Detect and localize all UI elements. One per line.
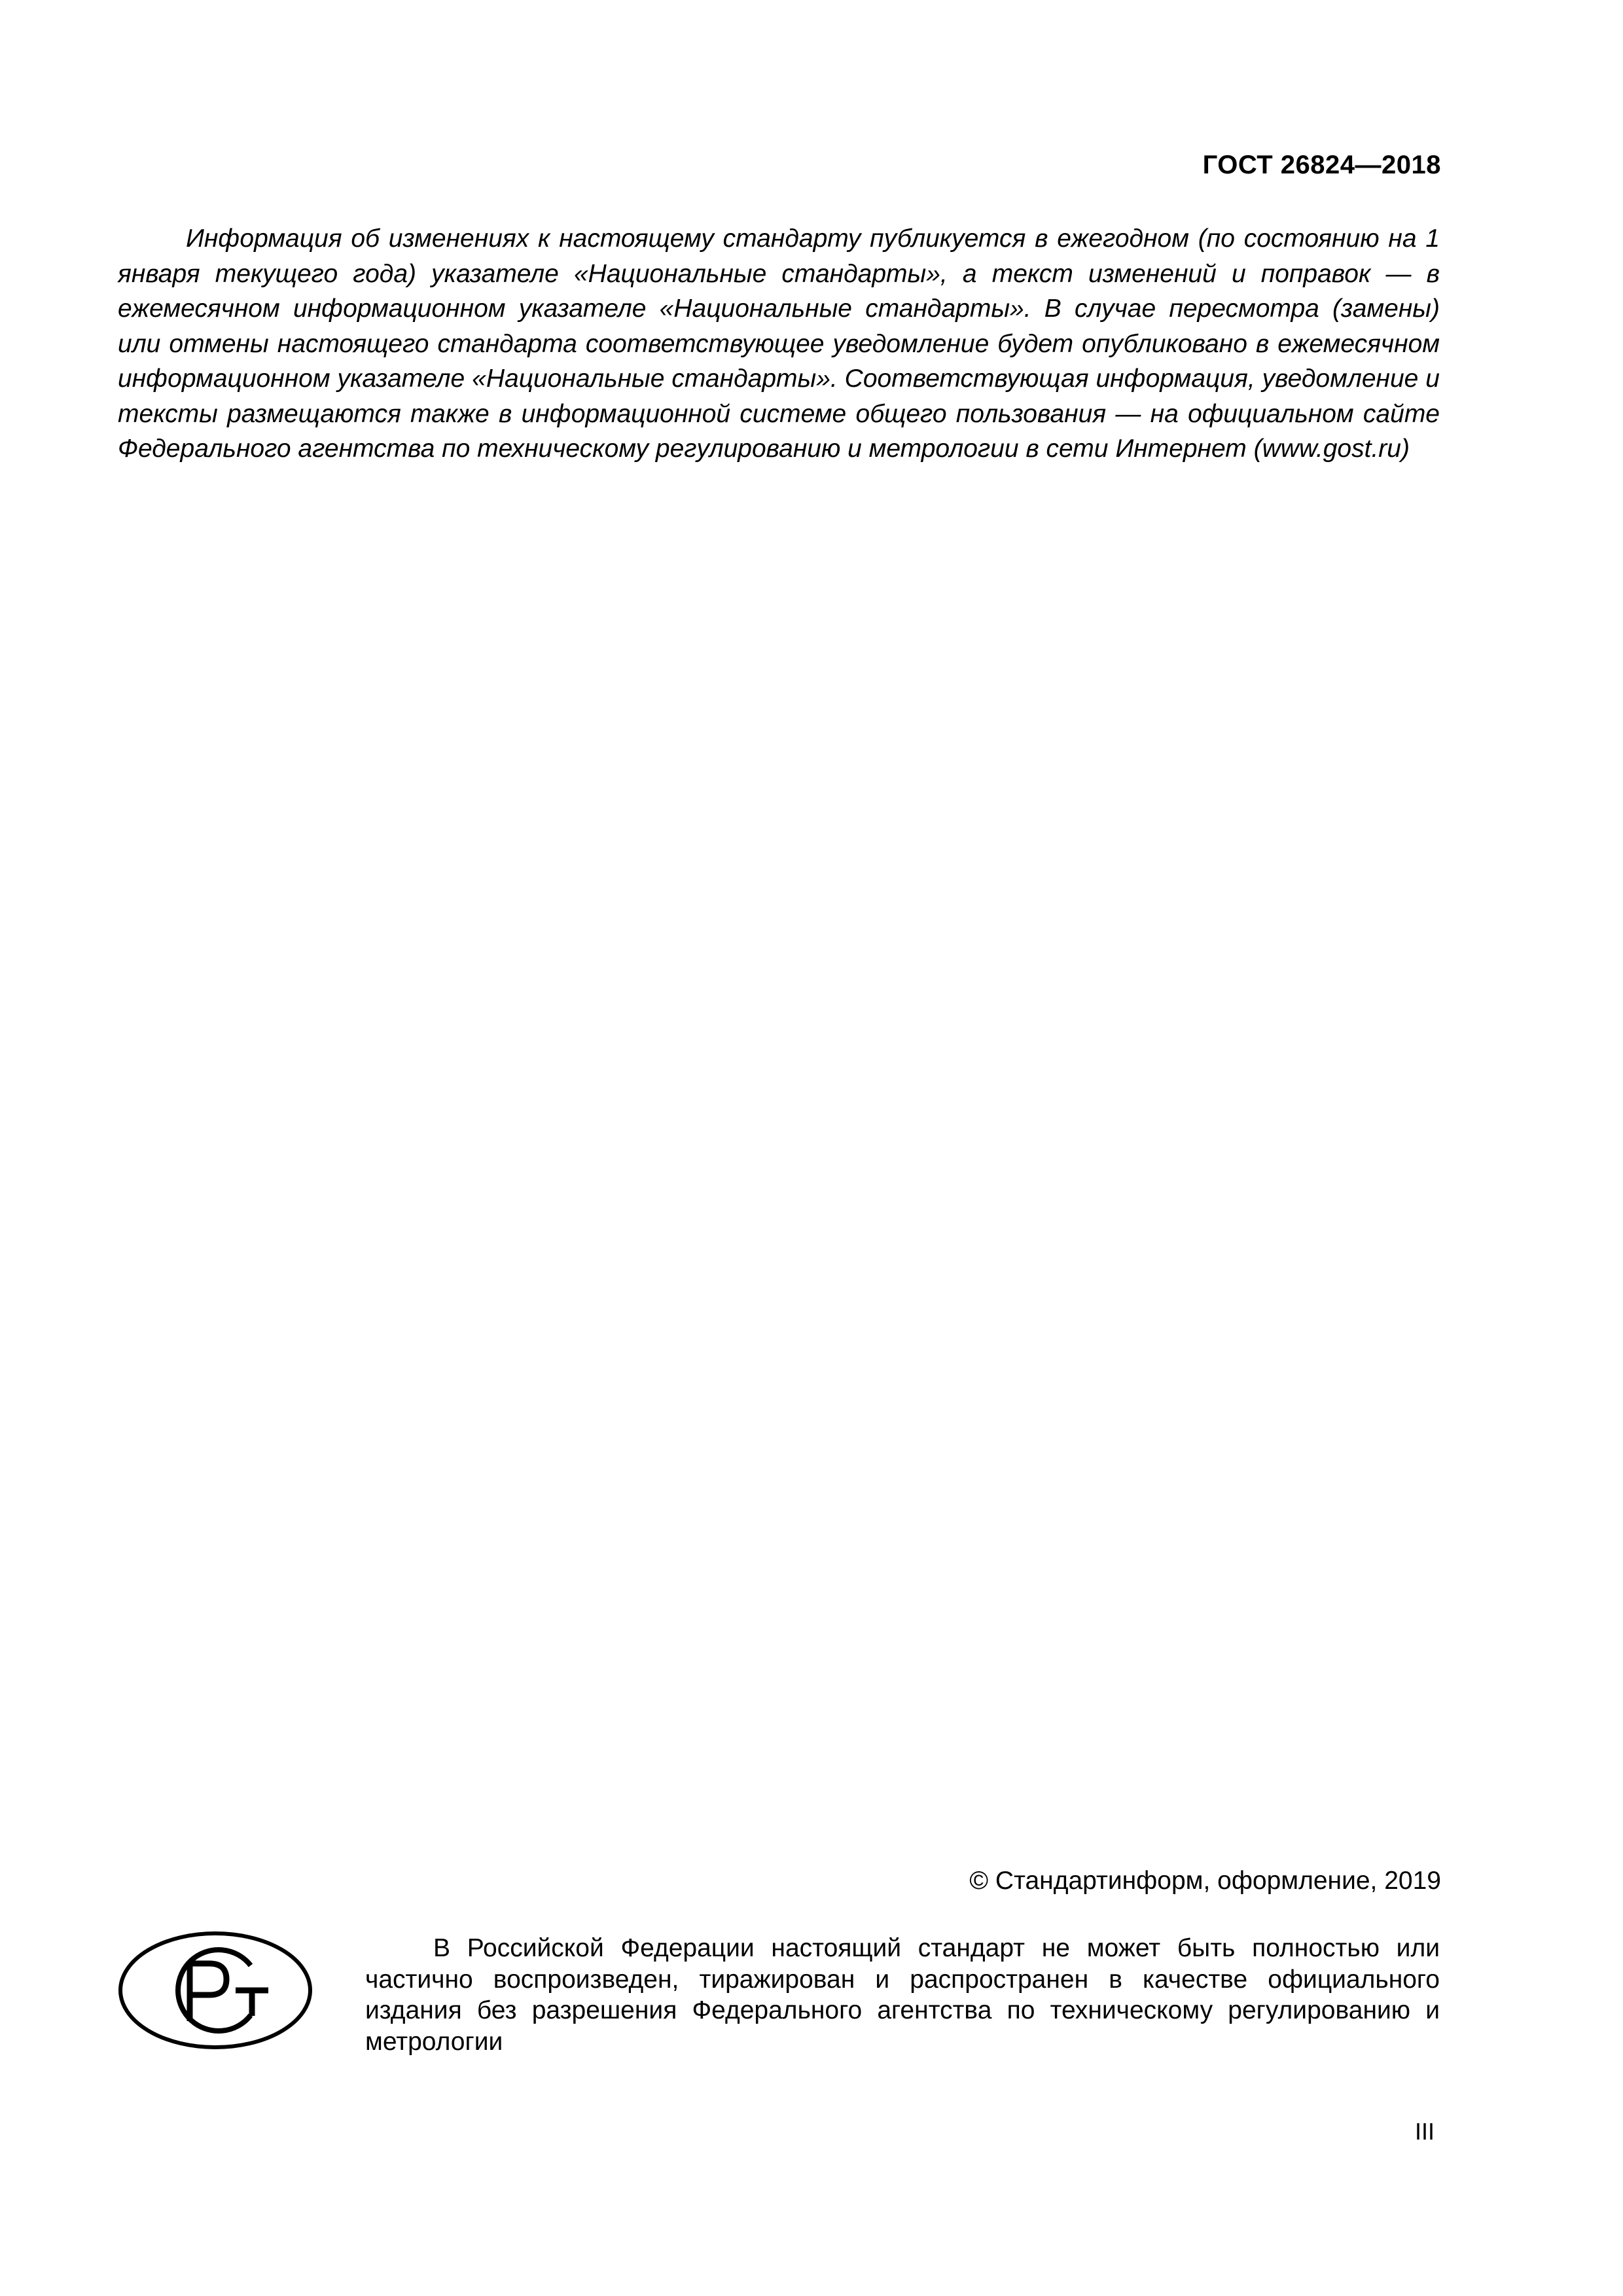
changes-info-paragraph: Информация об изменениях к настоящему стандарту публикуется в ежегодном (по состоянию на 1 января текущего года) указателе «Национальные стандарты», а текст изменений и поправок — в ежемесячном информационном указателе «Национальные стандарты». В случае пересмотра (замены) или отмены настоящего стандарта соответствующее уведомление будет опубликовано в ежемесячном информационном указателе «Национальные стандарты». Соответствующая информация, уведомление и тексты размещаются также в информационной системе общего пользования — на официальном сайте Федерального агентства по техническому регулированию и метрологии в сети Интернет (www.gost.ru) [118,224,1440,463]
reproduction-rights-notice: В Российской Федерации настоящий стандарт не может быть полностью или частично воспроизведен, тиражирован и распространен в качестве официального издания без разрешения Федерального агентства по техническому регулированию и метрологии [365,1934,1440,2056]
rst-certification-logo-icon [116,1929,314,2051]
standard-code: ГОСТ 26824—2018 [1202,151,1441,179]
copyright-notice: © Стандартинформ, оформление, 2019 [969,1867,1441,1895]
page-number: III [1414,2118,1435,2145]
